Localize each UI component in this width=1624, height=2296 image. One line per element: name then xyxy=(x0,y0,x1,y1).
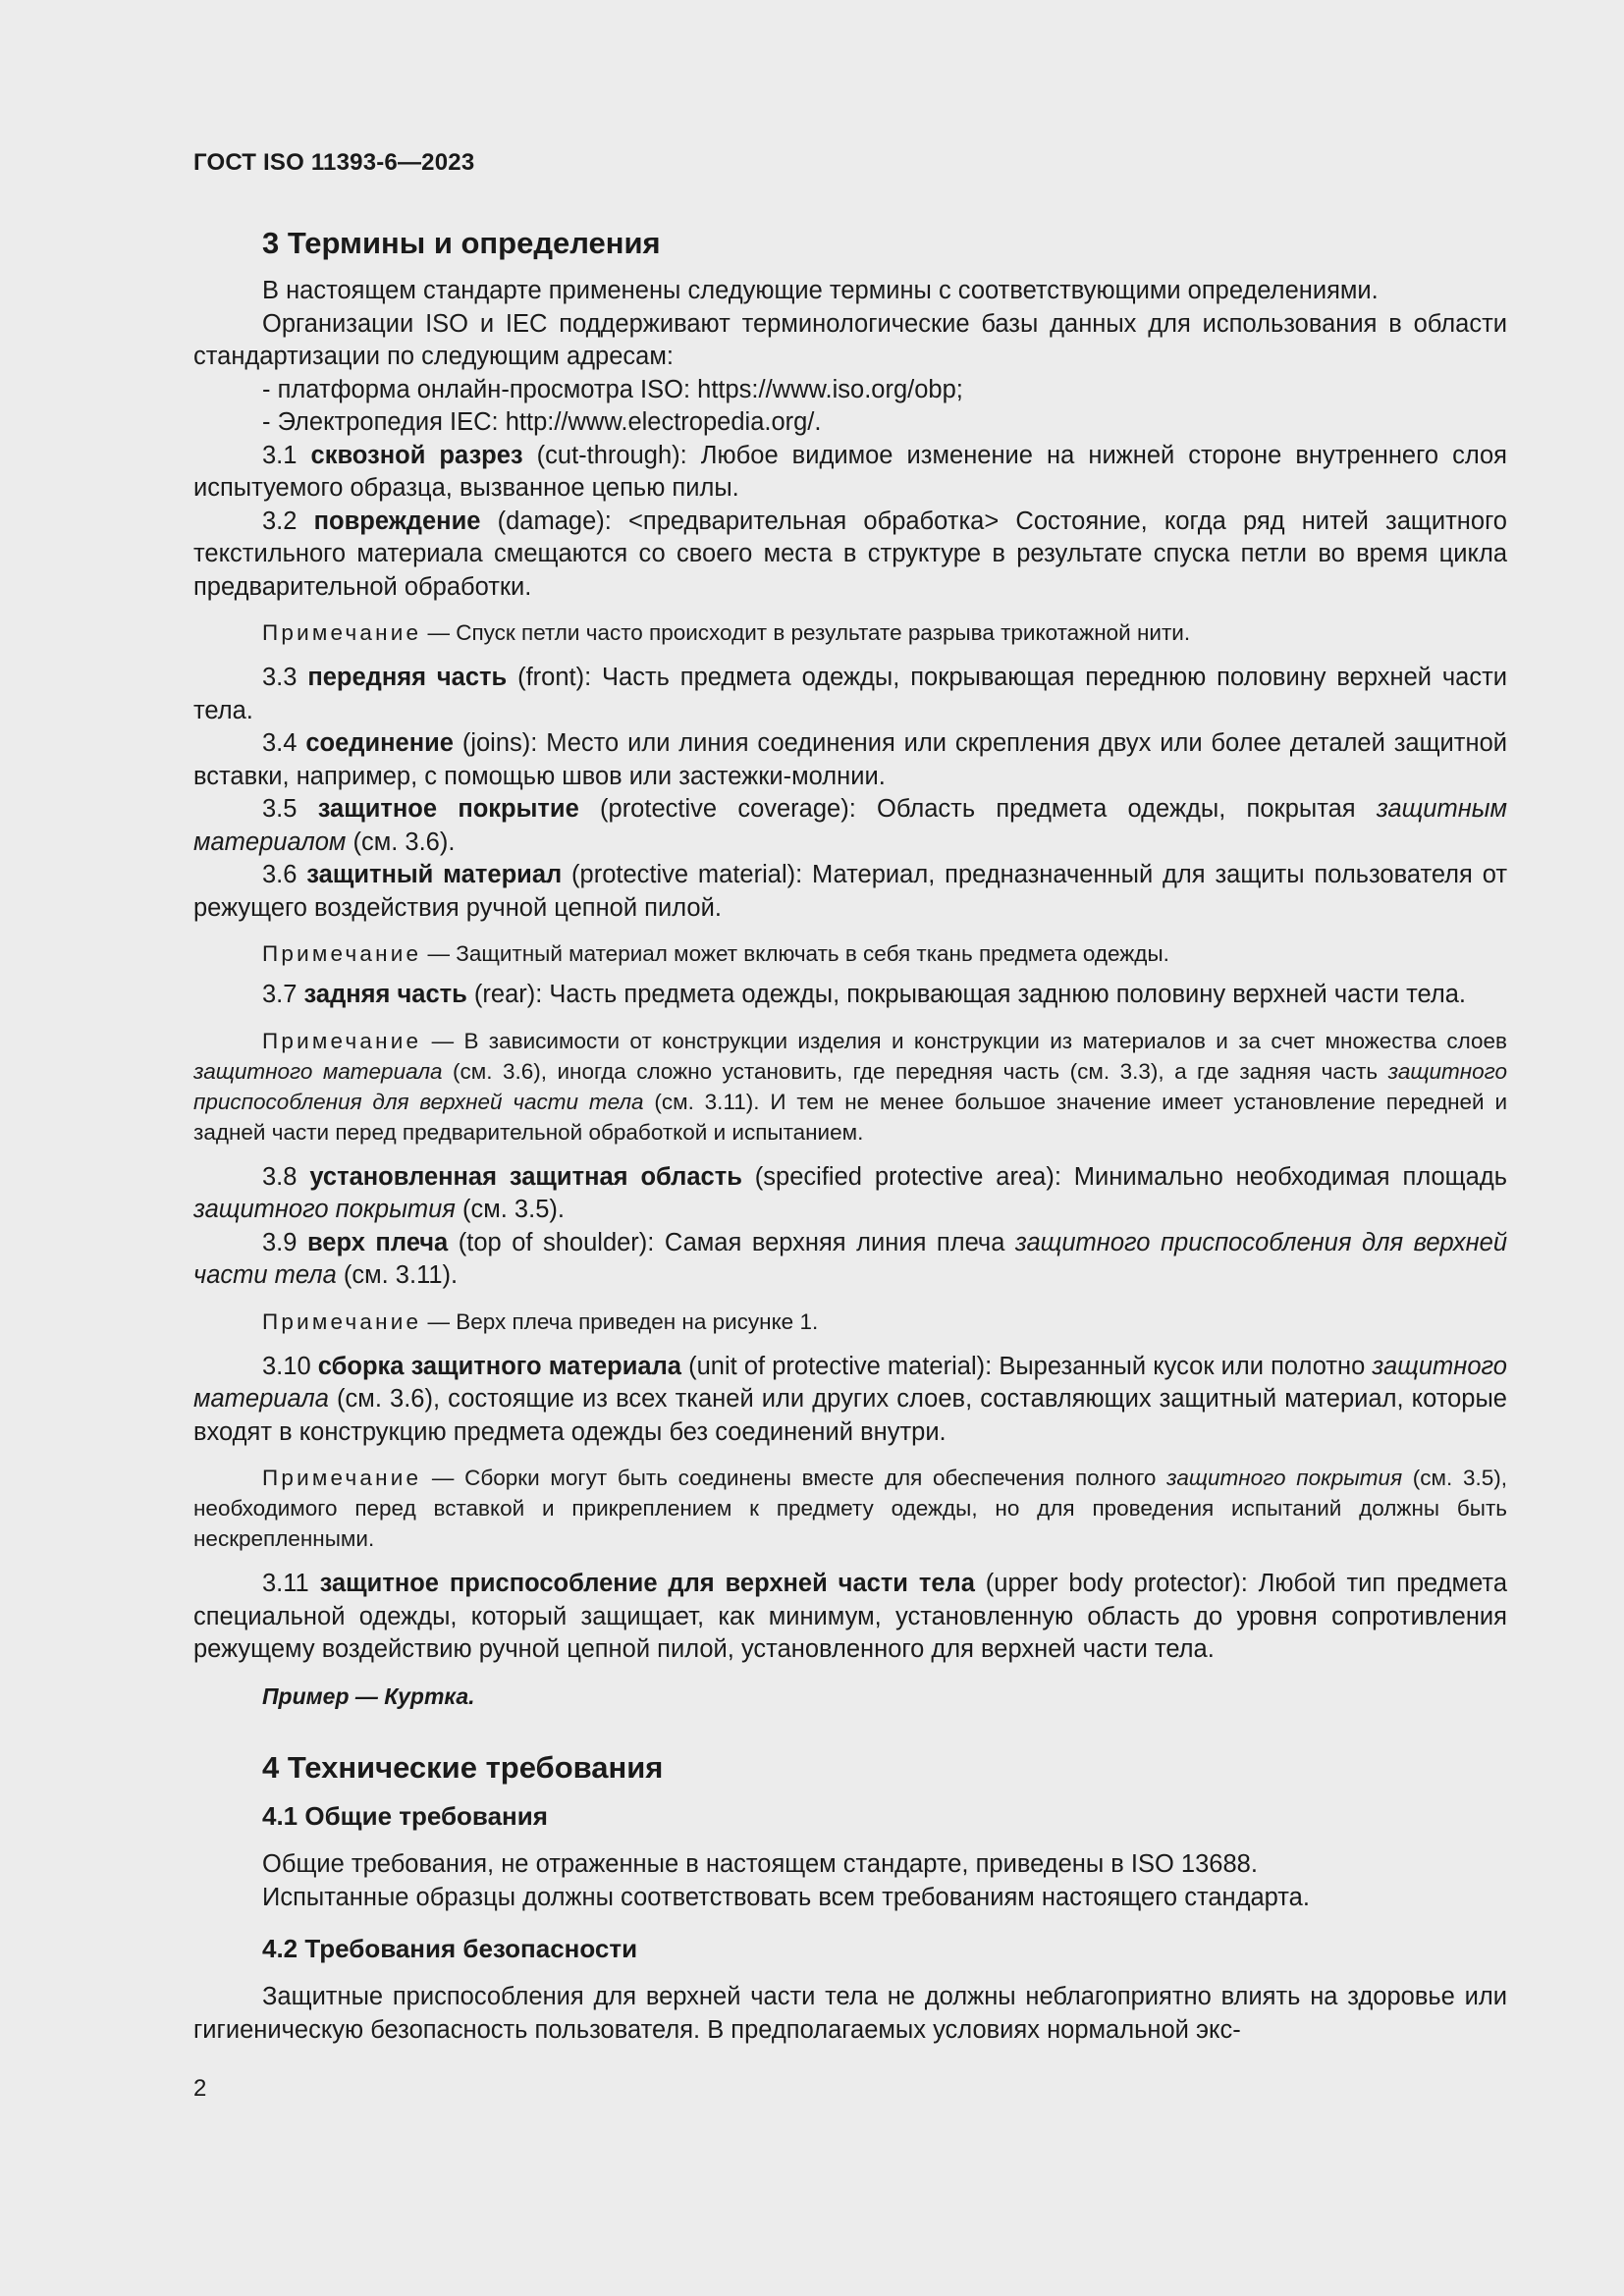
term-name: задняя часть xyxy=(303,981,467,1008)
term-name: защитный материал xyxy=(306,861,563,888)
term-reference: защитным материалом xyxy=(193,795,1507,856)
note xyxy=(193,617,1507,648)
paragraph: Организации ISO и IEC поддерживают терминологические базы данных для использования в области стандартизации по следующим адресам: xyxy=(193,309,1507,370)
note-text: — Спуск петли часто происходит в результате разрыва трикотажной нити. xyxy=(421,620,1191,645)
term-number: 3.10 xyxy=(262,1352,318,1380)
note-text: — Верх плеча приведен на рисунке 1. xyxy=(421,1308,819,1334)
note-reference: защитного приспособления для верхней части тела xyxy=(193,1058,1507,1114)
term-number: 3.6 xyxy=(262,861,307,888)
term-name: соединение xyxy=(305,729,454,757)
term-definition: (top of shoulder): Самая верхняя линия плеча xyxy=(448,1228,1015,1256)
term-number: 3.1 xyxy=(262,441,311,469)
note-text: — Сборки могут быть соединены вместе для обеспечения полного xyxy=(421,1466,1167,1490)
term-reference: защитного покрытия xyxy=(193,1196,456,1223)
term-number: 3.8 xyxy=(262,1162,310,1191)
document-body xyxy=(193,224,1507,2047)
term-number: 3.3 xyxy=(262,664,308,691)
term-3-7 xyxy=(193,979,1507,1012)
section-4-title: 4 Технические требования xyxy=(262,1750,664,1785)
term-3-4 xyxy=(193,727,1507,793)
page-number: 2 xyxy=(193,2075,207,2102)
note-text: — Защитный материал может включать в себя ткань предмета одежды. xyxy=(421,941,1169,966)
note-label: Примечание xyxy=(262,1028,422,1053)
paragraph: В настоящем стандарте применены следующие термины с соответствующими определениями. xyxy=(262,277,1379,304)
note-reference: защитного материала xyxy=(193,1058,443,1084)
term-name: сквозной разрез xyxy=(310,441,523,469)
list-item: - Электропедия IEC: http://www.electropedia.org/. xyxy=(262,408,822,436)
term-definition: (joins): Место или линия соединения или скрепления двух или более деталей защитной вставки, например, с помощью швов или застежки-молнии. xyxy=(193,729,1507,790)
term-definition-end: (см. 3.6), состоящие из всех тканей или других слоев, составляющих защитный материал, которые входят в конструкцию предмета одежды без соединений внутри. xyxy=(193,1385,1507,1446)
term-3-3 xyxy=(193,662,1507,727)
term-number: 3.2 xyxy=(262,507,314,535)
term-definition-end: (см. 3.6). xyxy=(346,828,456,856)
term-definition: (damage): <предварительная обработка> Состояние, когда ряд нитей защитного текстильного материала смещаются со своего места в структуре в результате спуска петли во время цикла предварительной обработки. xyxy=(193,507,1507,601)
term-reference: защитного материала xyxy=(193,1352,1507,1413)
term-name: повреждение xyxy=(313,507,481,535)
term-name: установленная защитная область xyxy=(309,1162,742,1191)
note-text: — В зависимости от конструкции изделия и конструкции из материалов и за счет множества слоев xyxy=(421,1028,1507,1053)
note xyxy=(193,938,1507,969)
subsection-4-1-title: 4.1 Общие требования xyxy=(262,1801,548,1831)
term-name: передняя часть xyxy=(307,664,508,691)
term-number: 3.11 xyxy=(262,1570,320,1597)
term-3-11 xyxy=(193,1568,1507,1667)
term-3-10 xyxy=(193,1351,1507,1450)
term-3-5 xyxy=(193,793,1507,859)
subsection-4-2-title: 4.2 Требования безопасности xyxy=(262,1934,638,1963)
note xyxy=(193,1026,1507,1148)
term-definition: (unit of protective material): Вырезанный кусок или полотно xyxy=(680,1352,1373,1380)
paragraph: Общие требования, не отраженные в настоящем стандарте, приведены в ISO 13688. xyxy=(262,1850,1258,1878)
note-text: (см. 3.5), необходимого перед вставкой и прикреплением к предмету одежды, но для проведения испытаний должны быть нескрепленными. xyxy=(193,1466,1507,1551)
note-label: Примечание xyxy=(262,620,422,645)
term-number: 3.7 xyxy=(262,981,304,1008)
term-definition: (specified protective area): Минимально необходимая площадь xyxy=(741,1162,1507,1191)
term-number: 3.5 xyxy=(262,795,318,823)
term-name: защитное покрытие xyxy=(317,795,579,823)
note xyxy=(193,1463,1507,1554)
term-definition: (upper body protector): Любой тип предмета специальной одежды, который защищает, как минимум, установленную область до уровня сопротивления режущему воздействию ручной цепной пилой, установленного для верхней части тела. xyxy=(193,1570,1507,1663)
note-text: (см. 3.6), иногда сложно установить, где передняя часть (см. 3.3), а где задняя часть xyxy=(442,1058,1388,1084)
term-3-9 xyxy=(193,1227,1507,1293)
term-definition-end: (см. 3.5). xyxy=(455,1196,565,1223)
term-definition: (cut-through): Любое видимое изменение на нижней стороне внутреннего слоя испытуемого образца, вызванное цепью пилы. xyxy=(193,441,1507,502)
term-number: 3.9 xyxy=(262,1228,307,1256)
term-definition: (protective material): Материал, предназначенный для защиты пользователя от режущего воздействия ручной цепной пилой. xyxy=(193,861,1508,922)
term-number: 3.4 xyxy=(262,729,306,757)
term-3-1 xyxy=(193,440,1507,506)
document-header: ГОСТ ISO 11393-6—2023 xyxy=(193,149,475,176)
note xyxy=(193,1307,1507,1337)
term-name: защитное приспособление для верхней части тела xyxy=(319,1570,975,1597)
term-definition-end: (см. 3.11). xyxy=(336,1261,459,1289)
note-label: Примечание xyxy=(262,1466,422,1490)
term-3-2 xyxy=(193,506,1507,605)
term-definition: (rear): Часть предмета одежды, покрывающая заднюю половину верхней части тела. xyxy=(466,981,1466,1008)
paragraph: Защитные приспособления для верхней части тела не должны неблагоприятно влиять на здоровье или гигиеническую безопасность пользователя. В предполагаемых условиях нормальной экс- xyxy=(193,1983,1507,2044)
paragraph: Испытанные образцы должны соответствовать всем требованиям настоящего стандарта. xyxy=(262,1883,1310,1911)
note-label: Примечание xyxy=(262,941,422,966)
term-definition: (front): Часть предмета одежды, покрывающая переднюю половину верхней части тела. xyxy=(193,664,1508,724)
note-text: (см. 3.11). И тем не менее большое значение имеет установление передней и задней части перед предварительной обработкой и испытанием. xyxy=(193,1089,1508,1145)
note-label: Примечание xyxy=(262,1308,422,1334)
term-definition: (protective coverage): Область предмета одежды, покрытая xyxy=(578,795,1377,823)
term-reference: защитного приспособления для верхней части тела xyxy=(193,1228,1507,1289)
section-3-title: 3 Термины и определения xyxy=(262,226,661,260)
list-item: - платформа онлайн-просмотра ISO: https://www.iso.org/obp; xyxy=(262,375,963,403)
term-3-8 xyxy=(193,1161,1507,1227)
term-3-6 xyxy=(193,859,1507,925)
example: Пример — Куртка. xyxy=(262,1682,475,1709)
term-name: верх плеча xyxy=(306,1228,449,1256)
note-reference: защитного покрытия xyxy=(1166,1466,1403,1490)
term-name: сборка защитного материала xyxy=(317,1352,681,1380)
